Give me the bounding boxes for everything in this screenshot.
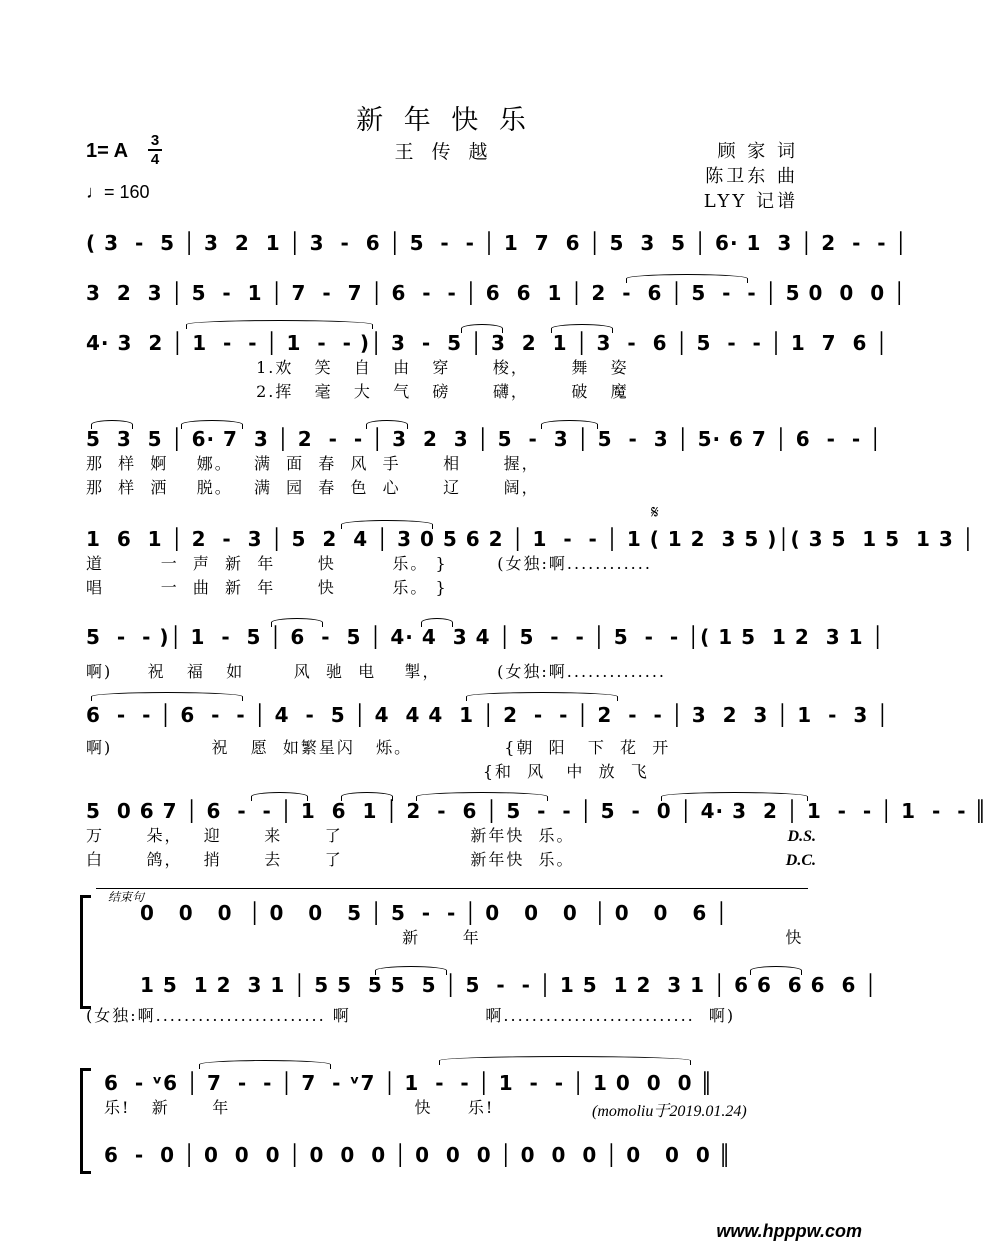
slur-arc <box>341 792 393 801</box>
lyrics-verse-1: 1.欢 笑 自 由 穿 梭， 舞 姿 <box>86 358 629 377</box>
score-system-7 <box>86 702 890 784</box>
site-watermark: www.hpppw.com <box>716 1221 862 1241</box>
notes-line: 6 - - │ 6 - - │ 4 - 5 │ 4 4 4 1 │ 2 - - │ 2 - - │ 3 2 3 │ 1 - 3 │ <box>86 703 890 727</box>
lyrics-verse-1: 啊) 祝 福 如 风 驰 电 掣， (女独:啊.............. <box>86 662 667 681</box>
notes-line: 5 3 5 │ 6· 7 3 │ 2 - - │ 3 2 3 │ 5 - 3 │ 5 - 3 │ 5· 6 7 │ 6 - - │ <box>86 427 883 451</box>
tie-arc <box>91 692 243 701</box>
lyrics-verse-2: {和 风 中 放 飞 <box>86 762 649 781</box>
tie-arc <box>466 692 618 701</box>
tie-arc <box>750 966 802 975</box>
notes-line: 4· 3 2 │ 1 - - │ 1 - - )│ 3 - 5 │ 3 2 1 │ 3 - 6 │ 5 - - │ 1 7 6 │ <box>86 331 889 355</box>
ending-lower-lyrics: (女独:啊........................ 啊 啊........................... 啊) <box>86 1006 736 1025</box>
notes-line: 5 0 6 7 │ 6 - - │ 1 6 1 │ 2 - 6 │ 5 - - │ 5 - 0 │ 4· 3 2 │ 1 - - │ 1 - - ║ <box>86 799 988 823</box>
ending-label: 结束句 <box>108 890 145 904</box>
tie-arc <box>375 966 447 975</box>
time-signature-bottom: 4 <box>150 151 160 168</box>
lyrics-verse-2: 白 鸽， 捎 去 了 新年快 乐。 <box>86 850 575 869</box>
segno-icon: 𝄋 <box>651 502 659 523</box>
score-system-1 <box>86 230 908 256</box>
tie-arc <box>439 1056 691 1065</box>
lyrics-verse-2: 唱 一 曲 新 年 快 乐。 } <box>86 578 448 597</box>
tie-arc <box>186 320 373 329</box>
lyrics-line: 新 年 快 <box>140 928 804 947</box>
lyrics-verse-2: 2.挥 毫 大 气 磅 礴， 破 魔 <box>86 382 629 401</box>
tie-arc <box>661 792 808 801</box>
slur-arc <box>551 324 613 333</box>
score-system-2 <box>86 280 907 306</box>
score-system-4 <box>86 426 883 500</box>
lyrics-verse-1: 啊) 祝 愿 如繁星闪 烁。 {朝 阳 下 花 开 <box>86 738 671 757</box>
lyrics-verse-1: 道 一 声 新 年 快 乐。 } (女独:啊............ <box>86 554 652 573</box>
notes-line: 3 2 3 │ 5 - 1 │ 7 - 7 │ 6 - - │ 6 6 1 │ 2 - 6 │ 5 - - │ 5 0 0 0 │ <box>86 281 907 305</box>
composer-credit: 陈卫东 曲 <box>705 166 798 187</box>
transcriber-credit: LYY 记谱 <box>703 191 798 212</box>
slur-arc <box>91 420 133 429</box>
notes-line: 1 5 1 2 3 1 │ 5 5 5 5 5 │ 5 - - │ 1 5 1 2 3 1 │ 6 6 6 6 6 │ <box>140 973 878 997</box>
slur-arc <box>341 520 433 529</box>
time-signature-top: 3 <box>150 132 160 149</box>
lyrics-verse-1: 万 朵， 迎 来 了 新年快 乐。 <box>86 826 575 845</box>
key-signature: 1= A <box>86 140 129 162</box>
song-title: 新 年 快 乐 <box>356 105 532 136</box>
tempo-marking: ♩= 160 <box>86 182 150 202</box>
dc-marking: D.C. <box>785 852 816 869</box>
singer-name: 王 传 越 <box>394 141 494 163</box>
score-system-6 <box>86 624 885 684</box>
tie-arc <box>199 1060 331 1069</box>
score-system-5 <box>86 502 975 600</box>
slur-arc <box>181 420 243 429</box>
notes-line: ( 3 - 5 │ 3 2 1 │ 3 - 6 │ 5 - - │ 1 7 6 │ 5 3 5 │ 6· 1 3 │ 2 - - │ <box>86 231 908 255</box>
notes-line: 6 - 0 │ 0 0 0 │ 0 0 0 │ 0 0 0 │ 0 0 0 │ 0 0 0 ║ <box>104 1143 732 1167</box>
transcription-date-note: (momoliu于2019.01.24) <box>592 1103 747 1120</box>
final-lower-staff <box>104 1142 804 1168</box>
lyrics-verse-1: 那 样 婀 娜。 满 面 春 风 手 相 握， <box>86 454 540 473</box>
lyricist-credit: 顾 家 词 <box>717 141 798 162</box>
final-brace <box>80 1068 91 1174</box>
ending-brace <box>80 895 91 1009</box>
score-system-8 <box>86 798 988 872</box>
time-signature <box>148 132 162 168</box>
lyrics-line: 乐! 新 年 快 乐! <box>104 1098 495 1117</box>
score-system-3 <box>86 330 889 404</box>
notes-line: 6 - ᵛ6 │ 7 - - │ 7 - ᵛ7 │ 1 - - │ 1 - - │ 1 0 0 0 ║ <box>104 1071 714 1095</box>
tie-arc <box>416 792 548 801</box>
notes-line: 0 0 0 │ 0 0 5 │ 5 - - │ 0 0 0 │ 0 0 6 │ <box>140 901 729 925</box>
notes-line: 5 - - )│ 1 - 5 │ 6 - 5 │ 4· 4 3 4 │ 5 - - │ 5 - - │( 1 5 1 2 3 1 │ <box>86 625 885 649</box>
slur-arc <box>251 792 308 801</box>
slur-arc <box>421 618 453 627</box>
slur-arc <box>271 618 323 627</box>
ds-marking: D.S. <box>787 828 816 845</box>
tie-arc <box>626 274 748 283</box>
lyrics-verse-2: 那 样 洒 脱。 满 园 春 色 心 辽 阔， <box>86 478 540 497</box>
ending-upper-staff <box>140 900 804 950</box>
slur-arc <box>366 420 408 429</box>
notes-line: 1 6 1 │ 2 - 3 │ 5 2 4 │ 3 0 5 6 2 │ 1 - - │ 1 ( 1 2 3 5 )│( 3 5 1 5 1 3 │ <box>86 527 975 551</box>
ending-bracket-line <box>96 888 808 889</box>
slur-arc <box>541 420 598 429</box>
ending-lower-staff <box>140 972 878 998</box>
slur-arc <box>461 324 503 333</box>
